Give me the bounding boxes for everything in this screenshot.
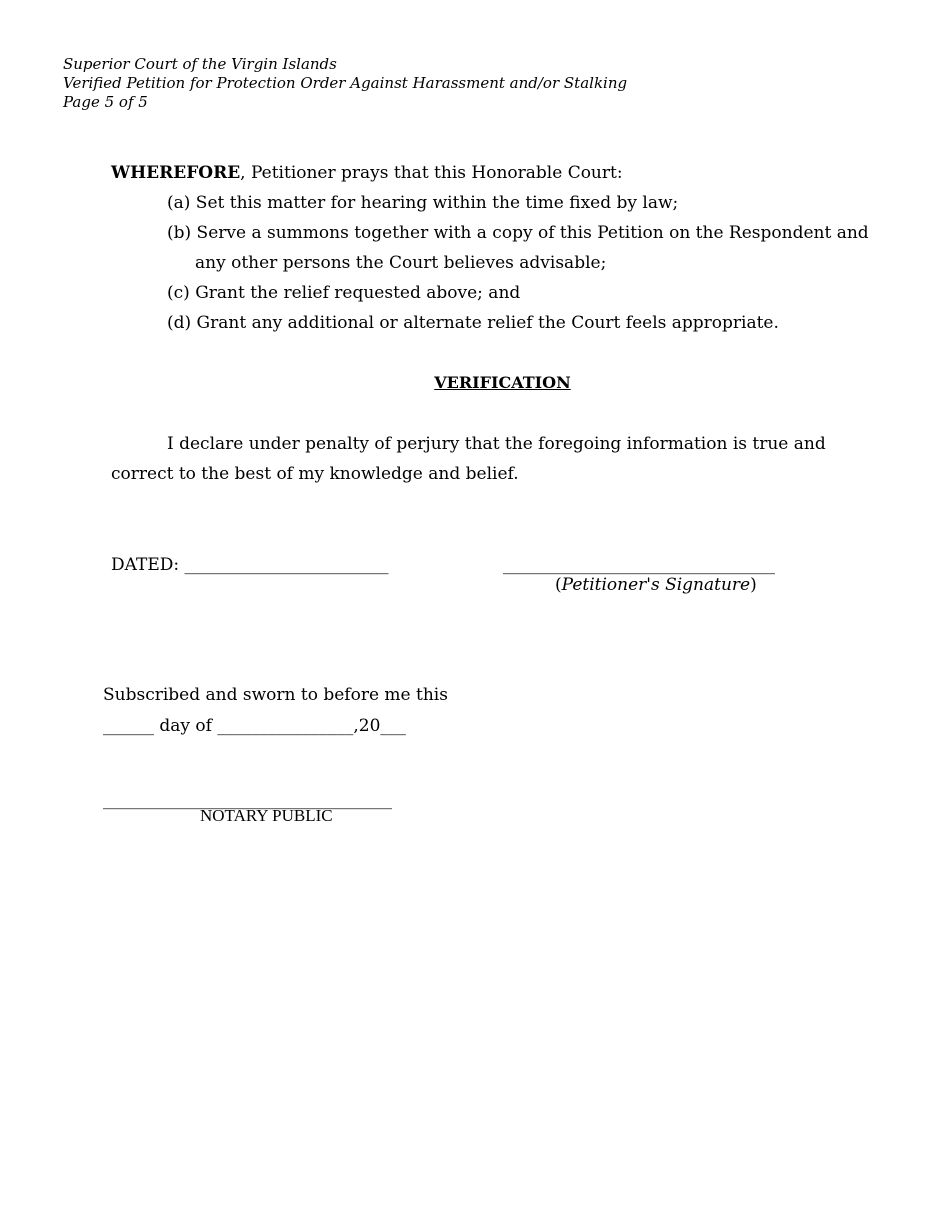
caption-italic-text: Petitioner's Signature bbox=[561, 575, 751, 595]
header-form-title: Verified Petition for Protection Order Against Harassment and/or Stalking bbox=[63, 74, 628, 92]
header-court-name: Superior Court of the Virgin Islands bbox=[63, 55, 337, 73]
prayer-item-b-continued: any other persons the Court believes advisable; bbox=[195, 253, 607, 273]
header-page-number: Page 5 of 5 bbox=[63, 93, 148, 111]
verification-heading: VERIFICATION bbox=[434, 373, 571, 392]
prayer-item-c: (c) Grant the relief requested above; and bbox=[167, 283, 521, 303]
verification-statement-line2: correct to the best of my knowledge and belief. bbox=[111, 464, 519, 484]
notary-sworn-date-line: ______ day of ________________,20___ bbox=[103, 716, 406, 736]
prayer-item-b: (b) Serve a summons together with a copy of this Petition on the Respondent and bbox=[167, 223, 869, 243]
notary-signature-line: __________________________________ bbox=[103, 790, 392, 810]
verification-statement-line1: I declare under penalty of perjury that the foregoing information is true and bbox=[167, 434, 826, 454]
petitioner-signature-line: ________________________________ bbox=[503, 555, 775, 575]
prayer-item-d: (d) Grant any additional or alternate relief the Court feels appropriate. bbox=[167, 313, 779, 333]
dated-field: DATED: ________________________ bbox=[111, 555, 389, 575]
prayer-item-a: (a) Set this matter for hearing within the time fixed by law; bbox=[167, 193, 679, 213]
wherefore-rest: , Petitioner prays that this Honorable Court: bbox=[240, 163, 623, 183]
caption-close-paren: ) bbox=[750, 575, 757, 595]
wherefore-paragraph bbox=[111, 162, 623, 184]
wherefore-bold: WHEREFORE bbox=[111, 163, 241, 183]
petitioner-signature-caption bbox=[555, 574, 757, 596]
caption-open-paren: ( bbox=[555, 575, 562, 595]
notary-public-caption: NOTARY PUBLIC bbox=[200, 806, 333, 825]
notary-sworn-line1: Subscribed and sworn to before me this bbox=[103, 685, 448, 705]
